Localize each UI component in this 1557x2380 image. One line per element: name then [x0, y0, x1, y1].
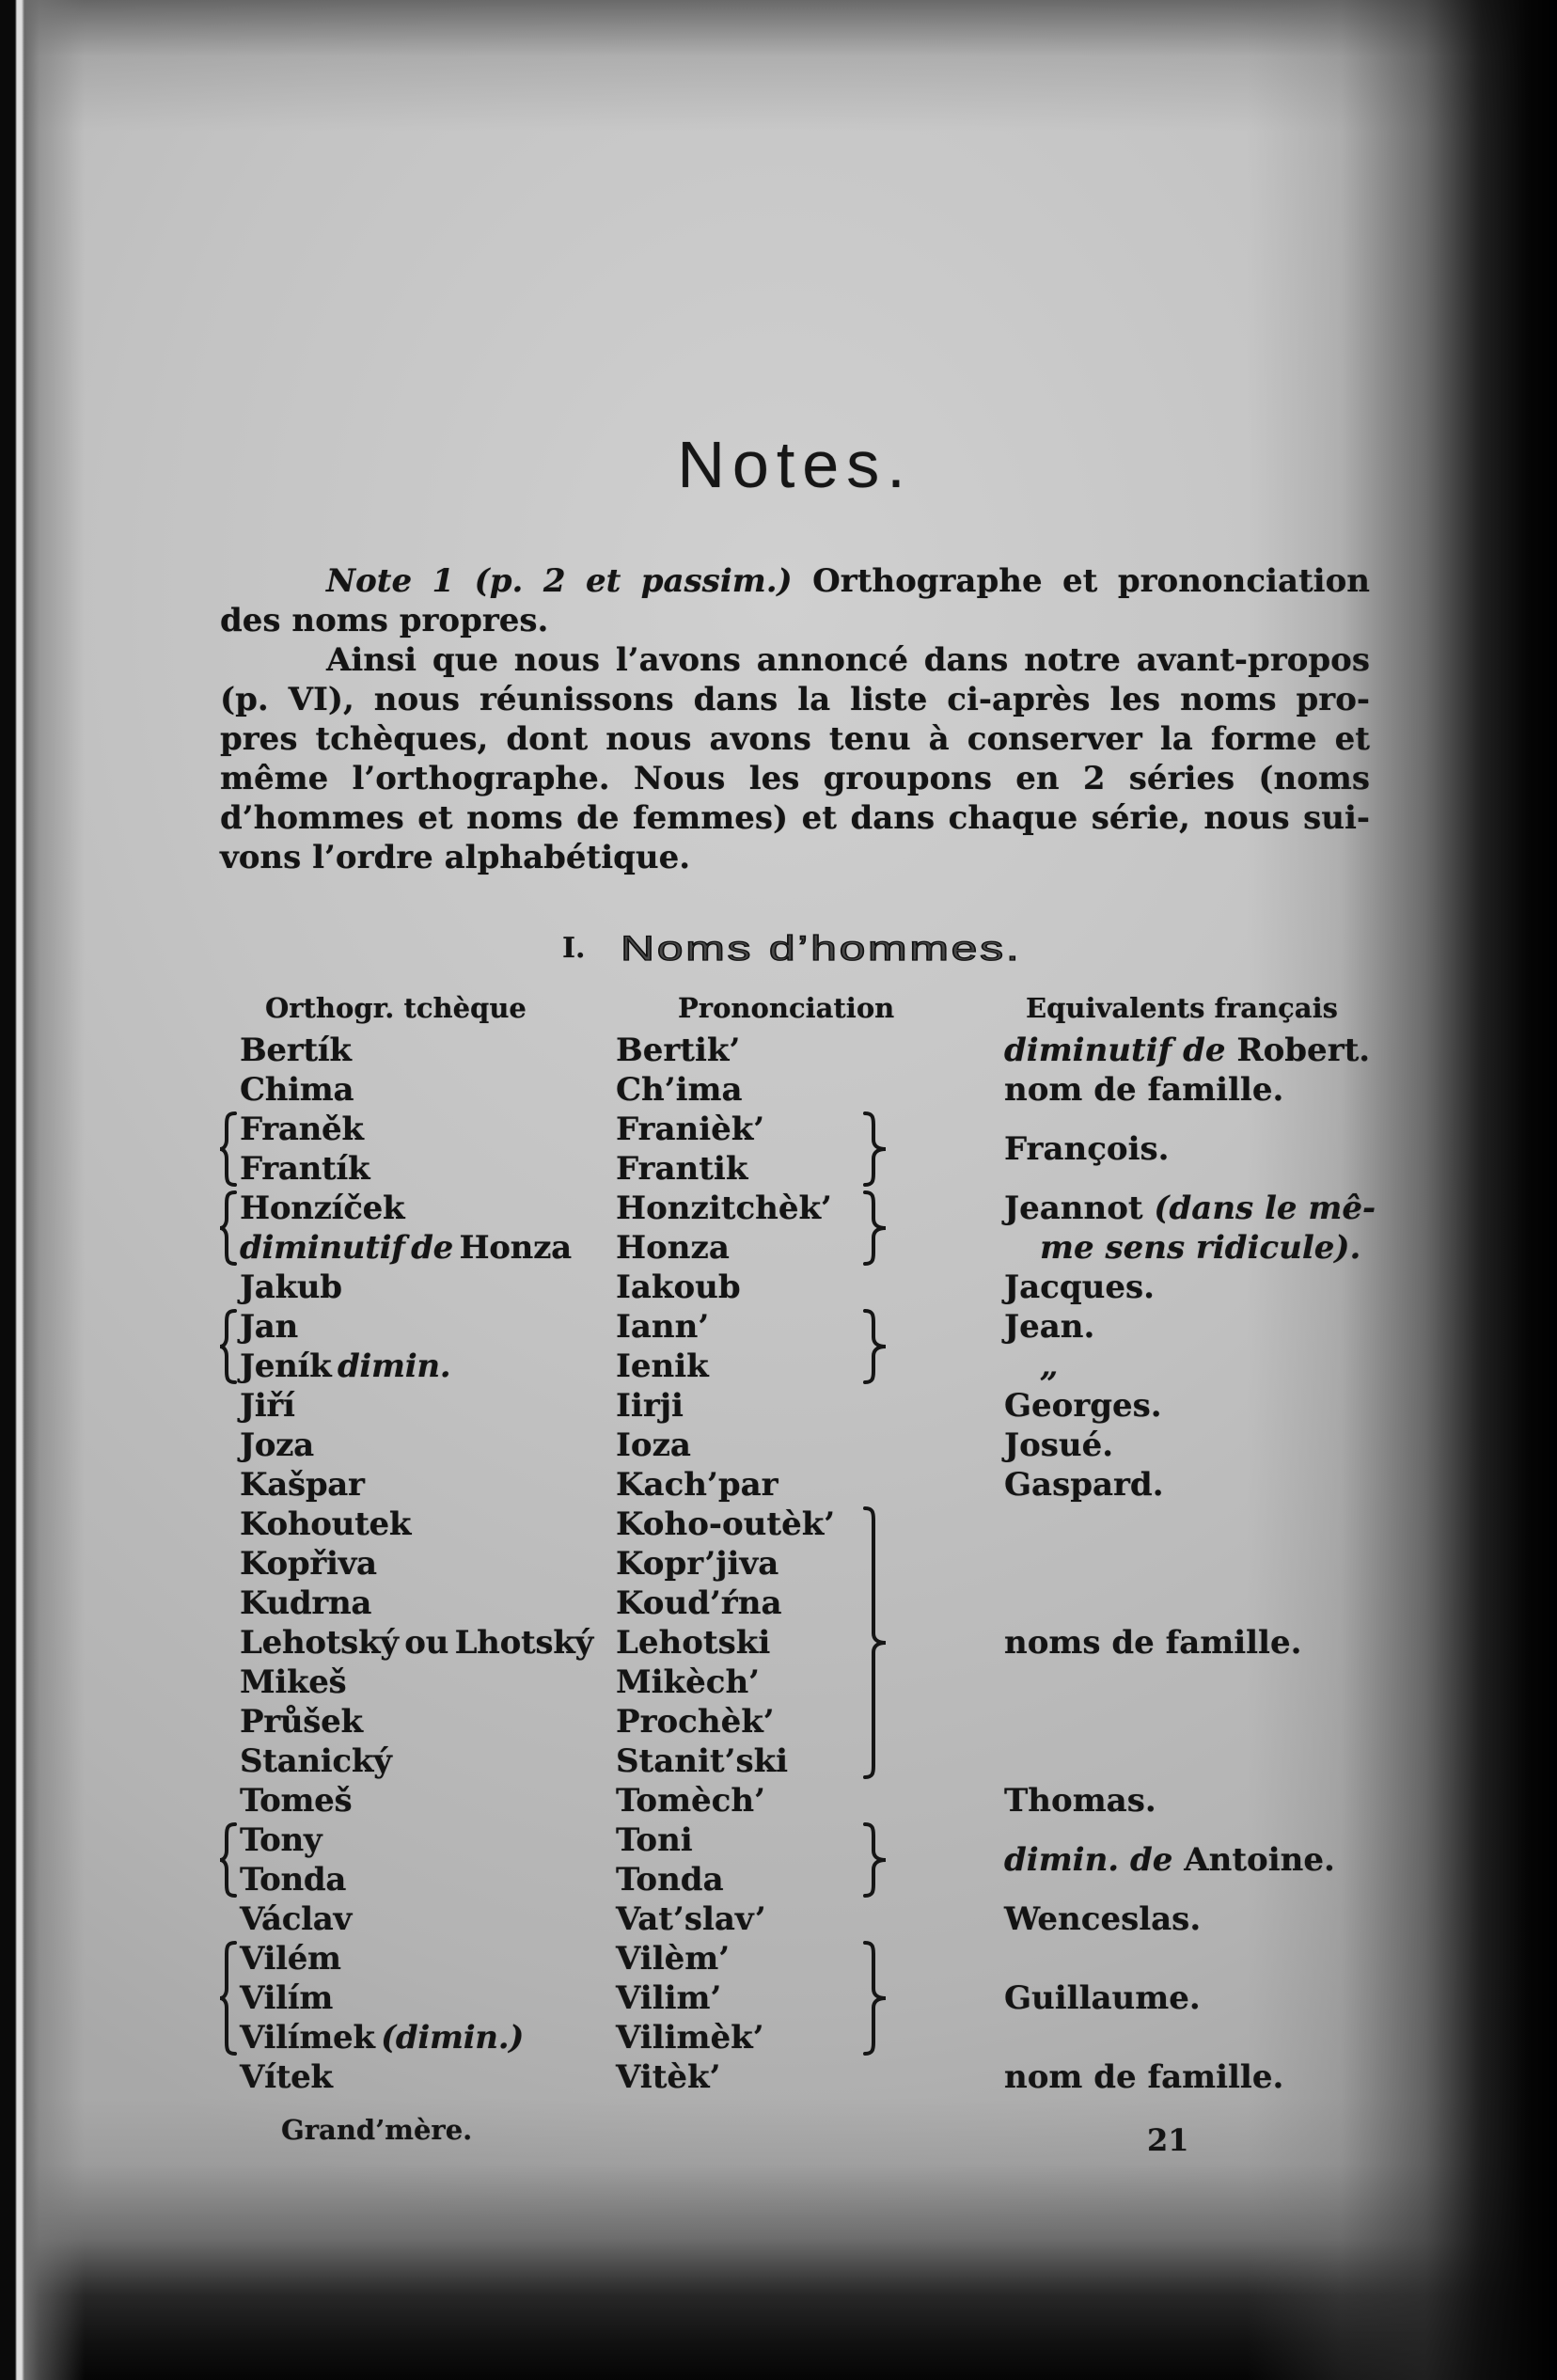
- czech-spelling-text: Václav: [240, 1900, 352, 1938]
- french-equivalent: [1004, 1031, 1370, 1070]
- french-equivalent: [1004, 1070, 1283, 1110]
- page-number: 21: [1147, 2122, 1189, 2158]
- french-equivalent-line: [1004, 1386, 1162, 1426]
- pronunciation: Toni: [616, 1821, 693, 1859]
- note-line: [220, 680, 1370, 719]
- french-equivalent-line: [1004, 1781, 1156, 1820]
- name-group: [0, 1899, 1557, 1939]
- name-row: [0, 1386, 1557, 1426]
- czech-spelling: [240, 1347, 450, 1386]
- czech-spelling-text: Chima: [240, 1071, 354, 1109]
- pronunciation: Vitèk’: [616, 2058, 721, 2096]
- pronunciation: Ch’ima: [616, 1071, 743, 1109]
- czech-spelling-text: Vilím: [240, 1979, 334, 2017]
- name-row: [0, 1070, 1557, 1110]
- czech-spelling: [240, 1742, 392, 1781]
- czech-spelling-text: Bertík: [240, 1032, 352, 1069]
- french-equivalent: [1004, 1307, 1094, 1386]
- czech-spelling: [240, 1386, 295, 1426]
- french-equivalent-text: Guillaume.: [1004, 1979, 1201, 2017]
- french-equivalent-line: [1004, 2057, 1283, 2097]
- brace-stroke: [865, 1508, 886, 1777]
- czech-spelling-text: Kopřiva: [240, 1545, 377, 1583]
- czech-spelling-text: Kudrna: [240, 1584, 372, 1622]
- name-group: [0, 1939, 1557, 2057]
- pronunciation: Lehotski: [616, 1624, 771, 1662]
- brace-stroke: [865, 1113, 886, 1185]
- right-brace: [863, 1110, 889, 1189]
- french-equivalent-text: diminutif de: [1004, 1032, 1226, 1069]
- brace-stroke: [220, 1943, 235, 2054]
- french-equivalent-text: Jean.: [1004, 1308, 1095, 1346]
- brace-stroke: [865, 1943, 886, 2054]
- czech-spelling-text: dimin.: [331, 1348, 451, 1385]
- name-group: [0, 1465, 1557, 1505]
- czech-spelling-text: Vilém: [240, 1940, 341, 1978]
- french-equivalent-text: dimin. de: [1004, 1841, 1173, 1879]
- pronunciation: Honzitchèk’: [616, 1190, 832, 1227]
- pronunciation: Frantik: [616, 1150, 748, 1188]
- note-text-segment: pres tchèques, dont nous avons tenu à conserver la forme et: [220, 720, 1370, 758]
- name-row: [0, 1544, 1557, 1584]
- french-equivalent-text: „: [1040, 1348, 1059, 1385]
- page-title: Notes.: [677, 428, 913, 501]
- czech-spelling-text: Joza: [240, 1426, 314, 1464]
- czech-spelling: [240, 1584, 371, 1623]
- czech-spelling-text: (dimin.): [381, 2019, 525, 2057]
- footer-signature: Grand’mère.: [281, 2114, 473, 2146]
- french-equivalent-text: Jacques.: [1004, 1269, 1155, 1306]
- name-row: [0, 1742, 1557, 1781]
- name-group: [0, 1307, 1557, 1386]
- french-equivalent-text: nom de famille.: [1004, 1071, 1284, 1109]
- note-line: [220, 759, 1370, 798]
- french-equivalent-line: [1004, 1347, 1094, 1386]
- french-equivalent: [1004, 1465, 1164, 1505]
- brace-stroke: [220, 1113, 235, 1185]
- name-row: [0, 1268, 1557, 1307]
- name-row: [0, 1781, 1557, 1820]
- left-brace: [218, 1307, 237, 1386]
- czech-spelling-text: Mikeš: [240, 1663, 347, 1701]
- name-group: [0, 1070, 1557, 1110]
- czech-spelling: [240, 1623, 593, 1663]
- french-equivalent-line: [1004, 1189, 1376, 1228]
- pronunciation: Ioza: [616, 1426, 691, 1464]
- section-number: I.: [562, 932, 586, 965]
- right-brace: [863, 1820, 889, 1899]
- czech-spelling-text: Lehotský ou Lhotský: [240, 1624, 593, 1662]
- right-brace: [863, 1307, 889, 1386]
- french-equivalent: [1004, 1820, 1335, 1899]
- french-equivalent: [1004, 1110, 1169, 1189]
- name-row: [0, 1426, 1557, 1465]
- french-equivalent-text: François.: [1004, 1130, 1170, 1168]
- czech-spelling-text: Frantík: [240, 1150, 370, 1188]
- pronunciation: Tonda: [616, 1861, 724, 1899]
- name-row: [0, 1623, 1557, 1663]
- brace-stroke: [220, 1311, 235, 1382]
- french-equivalent-text: Thomas.: [1004, 1782, 1156, 1820]
- name-group: [0, 2057, 1557, 2097]
- french-equivalent-text: Josué.: [1004, 1426, 1114, 1464]
- column-header-spelling: Orthogr. tchèque: [265, 992, 527, 1024]
- french-equivalent: [1004, 1781, 1156, 1820]
- french-equivalent: [1004, 2057, 1283, 2097]
- czech-spelling-text: Jakub: [240, 1269, 342, 1306]
- czech-spelling: [240, 1544, 377, 1584]
- french-equivalent: [1004, 1189, 1376, 1268]
- czech-spelling: [240, 1070, 354, 1110]
- note-text-segment: même l’orthographe. Nous les groupons en 2 séries (noms: [220, 760, 1370, 797]
- pronunciation: Koho-outèk’: [616, 1505, 836, 1543]
- czech-spelling-text: Kohoutek: [240, 1505, 412, 1543]
- brace-stroke: [865, 1824, 886, 1896]
- french-equivalent: [1004, 1939, 1201, 2057]
- pronunciation: Iakoub: [616, 1269, 741, 1306]
- name-group: [0, 1031, 1557, 1070]
- czech-spelling: [240, 1978, 333, 2018]
- note-text-segment: vons l’ordre alphabétique.: [220, 839, 691, 876]
- czech-spelling-text: Vilímek: [240, 2019, 382, 2057]
- pronunciation: Iann’: [616, 1308, 710, 1346]
- czech-spelling: [240, 1702, 363, 1742]
- czech-spelling-text: Jeník: [240, 1348, 332, 1385]
- name-row: [0, 1584, 1557, 1623]
- name-group: [0, 1781, 1557, 1820]
- pronunciation: Honza: [616, 1229, 730, 1267]
- french-equivalent-line: [1004, 1426, 1113, 1465]
- czech-spelling-text: Jiří: [240, 1387, 295, 1425]
- czech-spelling-text: Jan: [240, 1308, 298, 1346]
- name-row: [0, 1899, 1557, 1939]
- brace-stroke: [865, 1192, 886, 1264]
- czech-spelling-text: Honzíček: [240, 1190, 405, 1227]
- french-equivalent-line: [1004, 1031, 1370, 1070]
- brace-stroke: [865, 1311, 886, 1382]
- pronunciation: Franièk’: [616, 1111, 765, 1148]
- note-line: [220, 798, 1370, 838]
- note-text: [220, 561, 1370, 877]
- czech-spelling-text: Honza: [452, 1229, 572, 1267]
- pronunciation: Kopr’jiva: [616, 1545, 779, 1583]
- czech-spelling: [240, 1505, 411, 1544]
- note-text-segment: Ainsi que nous l’avons annoncé dans notre avant-propos: [326, 641, 1370, 679]
- czech-spelling: [240, 2057, 333, 2097]
- name-row: [0, 1663, 1557, 1702]
- czech-spelling-text: diminutif de: [240, 1229, 453, 1267]
- pronunciation: Iirji: [616, 1387, 684, 1425]
- czech-spelling-text: Kašpar: [240, 1466, 365, 1504]
- note-text-segment: d’hommes et noms de femmes) et dans chaque série, nous sui-: [220, 799, 1370, 837]
- note-line: [220, 640, 1370, 680]
- name-group: [0, 1386, 1557, 1426]
- pronunciation: Kach’par: [616, 1466, 778, 1504]
- names-table-body: [0, 1031, 1557, 2097]
- right-brace: [863, 1939, 889, 2057]
- section-title: Noms d’hommes.: [621, 929, 1022, 968]
- pronunciation: Vilim’: [616, 1979, 722, 2017]
- french-equivalent-text: Wenceslas.: [1004, 1900, 1202, 1938]
- czech-spelling: [240, 1663, 346, 1702]
- czech-spelling: [240, 1939, 341, 1978]
- czech-spelling: [240, 1426, 314, 1465]
- french-equivalent-line: [1004, 1268, 1155, 1307]
- note-line: [220, 561, 1370, 601]
- pronunciation: Koud’ŕna: [616, 1584, 782, 1622]
- french-equivalent-text: Robert.: [1225, 1032, 1371, 1069]
- french-equivalent: [1004, 1426, 1113, 1465]
- french-equivalent-text: Jeannot: [1004, 1190, 1155, 1227]
- french-equivalent-text: Georges.: [1004, 1387, 1162, 1425]
- czech-spelling-text: Tony: [240, 1821, 322, 1859]
- czech-spelling: [240, 1189, 404, 1228]
- left-brace: [218, 1939, 237, 2057]
- column-header-pronunciation: Prononciation: [678, 992, 895, 1024]
- czech-spelling-text: Průšek: [240, 1703, 363, 1741]
- brace-stroke: [220, 1192, 235, 1264]
- name-row: [0, 1702, 1557, 1742]
- note-line: [220, 719, 1370, 759]
- french-equivalent-line: [1004, 1070, 1283, 1110]
- french-equivalent: [1004, 1899, 1201, 1939]
- pronunciation: Prochèk’: [616, 1703, 775, 1741]
- right-brace: [863, 1505, 889, 1781]
- brace-stroke: [220, 1824, 235, 1896]
- note-line: [220, 601, 1370, 640]
- czech-spelling-text: Tomeš: [240, 1782, 353, 1820]
- czech-spelling: [240, 1268, 342, 1307]
- french-equivalent-text: Antoine.: [1172, 1841, 1335, 1879]
- name-group: [0, 1110, 1557, 1189]
- french-equivalent-text: me sens ridicule).: [1040, 1229, 1361, 1267]
- pronunciation: Ienik: [616, 1348, 709, 1385]
- pronunciation: Stanit’ski: [616, 1742, 789, 1780]
- pronunciation: Vilimèk’: [616, 2019, 764, 2057]
- french-equivalent-text: (dans le mê-: [1154, 1190, 1376, 1227]
- french-equivalent: [1004, 1505, 1301, 1781]
- left-brace: [218, 1820, 237, 1899]
- czech-spelling: [240, 2018, 524, 2057]
- czech-spelling: [240, 1110, 364, 1149]
- pronunciation: Bertik’: [616, 1032, 741, 1069]
- french-equivalent-text: Gaspard.: [1004, 1466, 1164, 1504]
- left-brace: [218, 1110, 237, 1189]
- note-line: [220, 838, 1370, 877]
- czech-spelling: [240, 1149, 370, 1189]
- french-equivalent-line: [1004, 1129, 1169, 1169]
- french-equivalent-line: [1004, 1623, 1301, 1663]
- czech-spelling-text: Stanický: [240, 1742, 392, 1780]
- pronunciation: Mikèch’: [616, 1663, 760, 1701]
- french-equivalent-line: [1004, 1978, 1201, 2018]
- czech-spelling: [240, 1820, 322, 1860]
- name-group: [0, 1820, 1557, 1899]
- czech-spelling-text: Vítek: [240, 2058, 333, 2096]
- czech-spelling: [240, 1307, 298, 1347]
- czech-spelling: [240, 1228, 572, 1268]
- french-equivalent-text: nom de famille.: [1004, 2058, 1284, 2096]
- pronunciation: Vat’slav’: [616, 1900, 766, 1938]
- left-brace: [218, 1189, 237, 1268]
- french-equivalent: [1004, 1268, 1155, 1307]
- pronunciation: Vilèm’: [616, 1940, 731, 1978]
- name-row: [0, 2057, 1557, 2097]
- right-brace: [863, 1189, 889, 1268]
- french-equivalent-line: [1004, 1465, 1164, 1505]
- czech-spelling-text: Franěk: [240, 1111, 364, 1148]
- name-group: [0, 1505, 1557, 1781]
- name-group: [0, 1426, 1557, 1465]
- french-equivalent-line: [1004, 1307, 1094, 1347]
- czech-spelling: [240, 1031, 352, 1070]
- czech-spelling: [240, 1465, 365, 1505]
- french-equivalent-line: [1004, 1228, 1376, 1268]
- czech-spelling: [240, 1899, 352, 1939]
- french-equivalent: [1004, 1386, 1162, 1426]
- czech-spelling: [240, 1860, 346, 1899]
- note-text-segment: des noms propres.: [220, 602, 549, 639]
- czech-spelling-text: Tonda: [240, 1861, 347, 1899]
- french-equivalent-line: [1004, 1840, 1335, 1880]
- pronunciation: Tomèch’: [616, 1782, 765, 1820]
- note-text-segment: (p. VI), nous réunissons dans la liste ci-après les noms pro-: [220, 681, 1370, 718]
- czech-spelling: [240, 1781, 352, 1820]
- french-equivalent-line: [1004, 1899, 1201, 1939]
- note-text-segment: Note 1 (p. 2 et passim.): [326, 562, 793, 600]
- french-equivalent-text: noms de famille.: [1004, 1624, 1302, 1662]
- name-row: [0, 1465, 1557, 1505]
- name-row: [0, 1505, 1557, 1544]
- note-text-segment: Orthographe et prononciation: [792, 562, 1370, 600]
- column-header-equivalent: Equivalents français: [1026, 992, 1338, 1024]
- name-group: [0, 1268, 1557, 1307]
- name-group: [0, 1189, 1557, 1268]
